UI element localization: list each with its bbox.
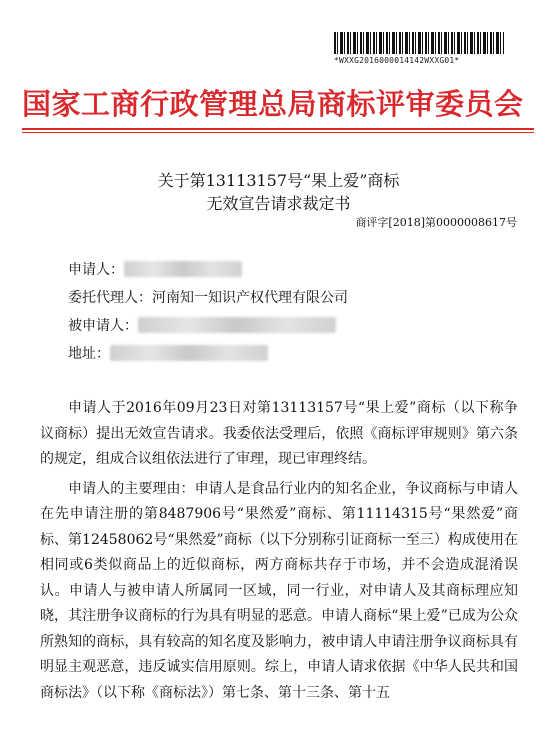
applicant-redacted <box>124 261 242 277</box>
applicant-label: 申请人： <box>68 262 124 278</box>
barcode-image <box>334 32 504 54</box>
document-body <box>40 396 518 710</box>
address-redacted <box>110 345 268 361</box>
header-rule-thin <box>22 132 534 133</box>
address-label: 地址： <box>68 346 110 362</box>
agent-label: 委托代理人： <box>68 290 152 306</box>
document-title-line2: 无效宣告请求裁定书 <box>206 194 351 213</box>
paragraph-2: 申请人的主要理由：申请人是食品行业内的知名企业，争议商标与申请人在先申请注册的第8487906号“果然爱”商标、第11114315号“果然爱”商标、第12458062号“果然爱”商标（以下分别称引证商标一至三）构成使用在相同或6类似商品上的近似商标，两方商标共存于市场，并不会造成混淆误认。申请人与被申请人所属同一区域，同一行业，对申请人及其商标理应知晓，其注册争议商标的行为具有明显的恶意。申请人商标“果上爱”已成为公众所熟知的商标，具有较高的知名度及影响力，被申请人申请注册争议商标具有明显主观恶意，违反诚实信用原则。综上，申请人请求依据《中华人民共和国商标法》（以下称《商标法》）第七条、第十三条、第十五 <box>40 480 518 701</box>
agent-value: 河南知一知识产权代理有限公司 <box>152 290 348 306</box>
respondent-label: 被申请人： <box>68 318 138 334</box>
barcode-text: *WXXG2016000014142WXXG01* <box>334 56 460 65</box>
document-title-line1: 关于第13113157号“果上爱”商标 <box>157 171 400 190</box>
organization-header: 国家工商行政管理总局商标评审委员会 <box>22 87 524 121</box>
address-field <box>68 343 268 363</box>
header-rule-thick <box>22 128 534 130</box>
respondent-redacted <box>138 317 336 333</box>
applicant-field <box>68 259 242 279</box>
respondent-field <box>68 315 336 335</box>
paragraph-1: 申请人于2016年09月23日对第13113157号“果上爱”商标（以下称争议商标）提出无效宣告请求。我委依法受理后，依照《商标评审规则》第六条的规定，组成合议组依法进行了审理，现已审理终结。 <box>40 400 518 467</box>
barcode <box>334 32 504 65</box>
agent-field <box>68 287 348 307</box>
document-number: 商评字[2018]第0000008617号 <box>355 216 517 229</box>
